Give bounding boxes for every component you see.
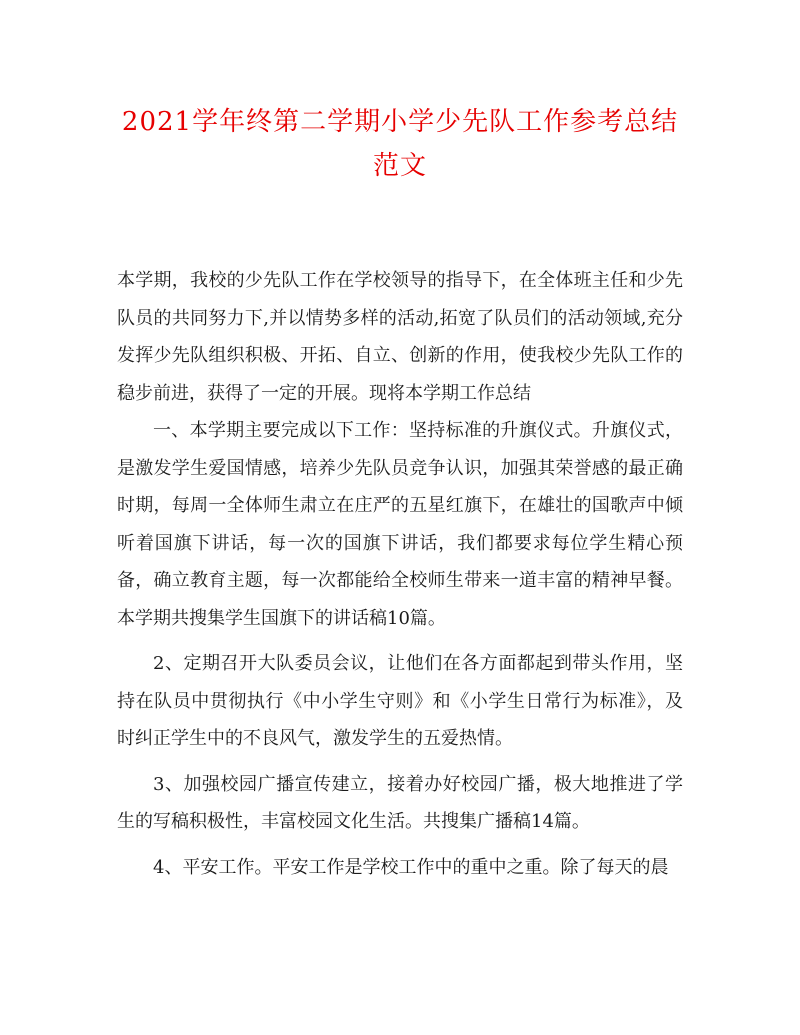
document-body bbox=[117, 262, 683, 886]
paragraph-section-4: 4、平安工作。平安工作是学校工作中的重中之重。除了每天的晨 bbox=[153, 856, 669, 878]
paragraph-section-3: 3、加强校园广播宣传建立，接着办好校园广播，极大地推进了学生的写稿积极性，丰富校园文化生活。共搜集广播稿14篇。 bbox=[117, 773, 683, 832]
paragraph-intro: 本学期，我校的少先队工作在学校领导的指导下，在全体班主任和少先队员的共同努力下,并以情势多样的活动,拓宽了队员们的活动领域,充分发挥少先队组织积极、开拓、自立、创新的作用，使我校少先队工作的稳步前进，获得了一定的开展。现将本学期工作总结 bbox=[117, 270, 683, 404]
document-title: 2021学年终第二学期小学少先队工作参考总结范文 bbox=[121, 107, 679, 181]
paragraph-section-2: 2、定期召开大队委员会议，让他们在各方面都起到带头作用，坚持在队员中贯彻执行《中小学生守则》和《小学生日常行为标准》，及时纠正学生中的不良风气，激发学生的五爱热情。 bbox=[117, 653, 683, 749]
paragraph-section-1: 一、本学期主要完成以下工作：坚持标准的升旗仪式。升旗仪式，是激发学生爱国情感，培养少先队员竞争认识，加强其荣誉感的最正确时期，每周一全体师生肃立在庄严的五星红旗下，在雄壮的国歌声中倾听着国旗下讲话，每一次的国旗下讲话，我们都要求每位学生精心预备，确立教育主题，每一次都能给全校师生带来一道丰富的精神早餐。本学期共搜集学生国旗下的讲话稿10篇。 bbox=[117, 420, 683, 629]
